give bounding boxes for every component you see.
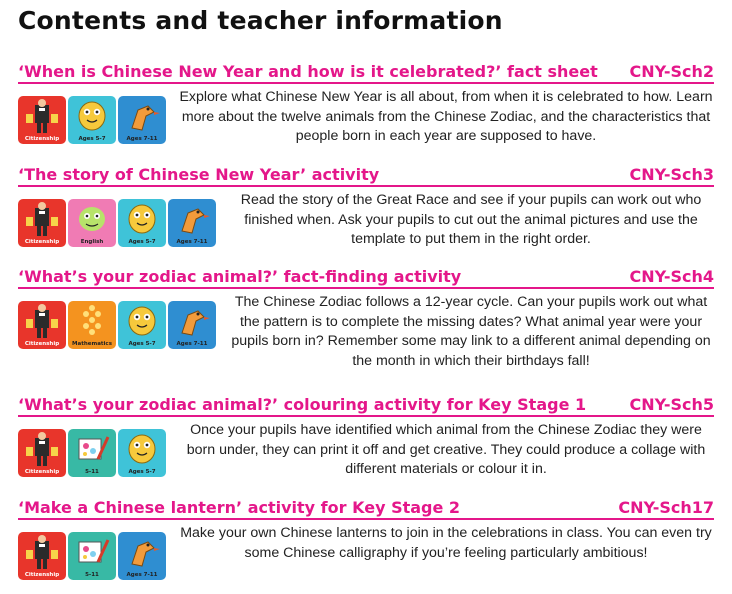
section-description: Make your own Chinese lanterns to join in the celebrations in class. You can even try some Chinese calligraphy if you’re feeling particularly ambitious! — [180, 525, 712, 561]
icon-label: Citizenship — [24, 469, 60, 475]
icon-label: English — [80, 239, 104, 245]
art-5-11-icon — [68, 429, 116, 477]
icon-label: Ages 7-11 — [126, 136, 158, 142]
ages-7-11-icon — [118, 96, 166, 144]
section-cny-sch5 — [18, 391, 714, 479]
section-cny-sch17 — [18, 494, 714, 582]
icon-label: Ages 5-7 — [128, 239, 156, 245]
ages-5-7-icon — [68, 96, 116, 144]
section-title: ‘The story of Chinese New Year’ activity — [18, 165, 380, 184]
section-cny-sch3 — [18, 161, 714, 249]
section-description: The Chinese Zodiac follows a 12-year cycle. Can your pupils work out what the pattern is to complete the missing dates? What animal year were your pupils born in? Remember some may link to a different animal depending on the month in which their birthdays fall! — [231, 294, 711, 369]
subject-icons — [18, 301, 216, 349]
icon-label: Mathematics — [72, 341, 112, 347]
section-code: CNY-Sch17 — [618, 498, 714, 517]
section-title: ‘When is Chinese New Year and how is it celebrated?’ fact sheet — [18, 62, 598, 81]
icon-label: Ages 7-11 — [176, 341, 208, 347]
page-title: Contents and teacher information — [18, 6, 503, 35]
subject-icons — [18, 532, 166, 580]
icon-label: Ages 5-7 — [78, 136, 106, 142]
section-description: Explore what Chinese New Year is all about, from when it is celebrated to how. Learn more about the twelve animals from the Chinese Zodiac, and the characteristics that people born in each year are supposed to have. — [179, 89, 713, 144]
section-description: Once your pupils have identified which animal from the Chinese Zodiac they were born under, they can print it off and get creative. They could produce a collage with different materials or colour it in. — [186, 422, 706, 477]
ages-7-11-icon — [168, 301, 216, 349]
section-title: ‘What’s your zodiac animal?’ fact-finding activity — [18, 267, 462, 286]
icon-label: Ages 7-11 — [176, 239, 208, 245]
icon-label: Citizenship — [24, 136, 60, 142]
icon-label: 5-11 — [85, 572, 99, 578]
ages-7-11-icon — [118, 532, 166, 580]
citizenship-icon — [18, 532, 66, 580]
icon-label: 5-11 — [85, 469, 99, 475]
ages-5-7-icon — [118, 429, 166, 477]
subject-icons — [18, 429, 166, 477]
ages-5-7-icon — [118, 301, 166, 349]
citizenship-icon — [18, 301, 66, 349]
section-description: Read the story of the Great Race and see if your pupils can work out who finished when. Ask your pupils to cut out the animal pictures and use the template to put them in the right order. — [240, 192, 702, 247]
english-icon — [68, 199, 116, 247]
citizenship-icon — [18, 96, 66, 144]
mathematics-icon — [68, 301, 116, 349]
icon-label: Ages 5-7 — [128, 341, 156, 347]
citizenship-icon — [18, 199, 66, 247]
icon-label: Citizenship — [24, 341, 60, 347]
section-header — [18, 58, 714, 84]
section-code: CNY-Sch5 — [629, 395, 714, 414]
subject-icons — [18, 199, 216, 247]
section-cny-sch4 — [18, 263, 714, 369]
section-title: ‘Make a Chinese lantern’ activity for Key Stage 2 — [18, 498, 461, 517]
ages-5-7-icon — [118, 199, 166, 247]
icon-label: Ages 7-11 — [126, 572, 158, 578]
section-header — [18, 161, 714, 187]
subject-icons — [18, 96, 166, 144]
section-cny-sch2 — [18, 58, 714, 146]
icon-label: Ages 5-7 — [128, 469, 156, 475]
section-code: CNY-Sch4 — [629, 267, 714, 286]
section-header — [18, 263, 714, 289]
ages-7-11-icon — [168, 199, 216, 247]
art-5-11-icon — [68, 532, 116, 580]
section-code: CNY-Sch3 — [629, 165, 714, 184]
section-code: CNY-Sch2 — [629, 62, 714, 81]
section-header — [18, 494, 714, 520]
citizenship-icon — [18, 429, 66, 477]
icon-label: Citizenship — [24, 239, 60, 245]
section-title: ‘What’s your zodiac animal?’ colouring activity for Key Stage 1 — [18, 395, 587, 414]
icon-label: Citizenship — [24, 572, 60, 578]
section-header — [18, 391, 714, 417]
